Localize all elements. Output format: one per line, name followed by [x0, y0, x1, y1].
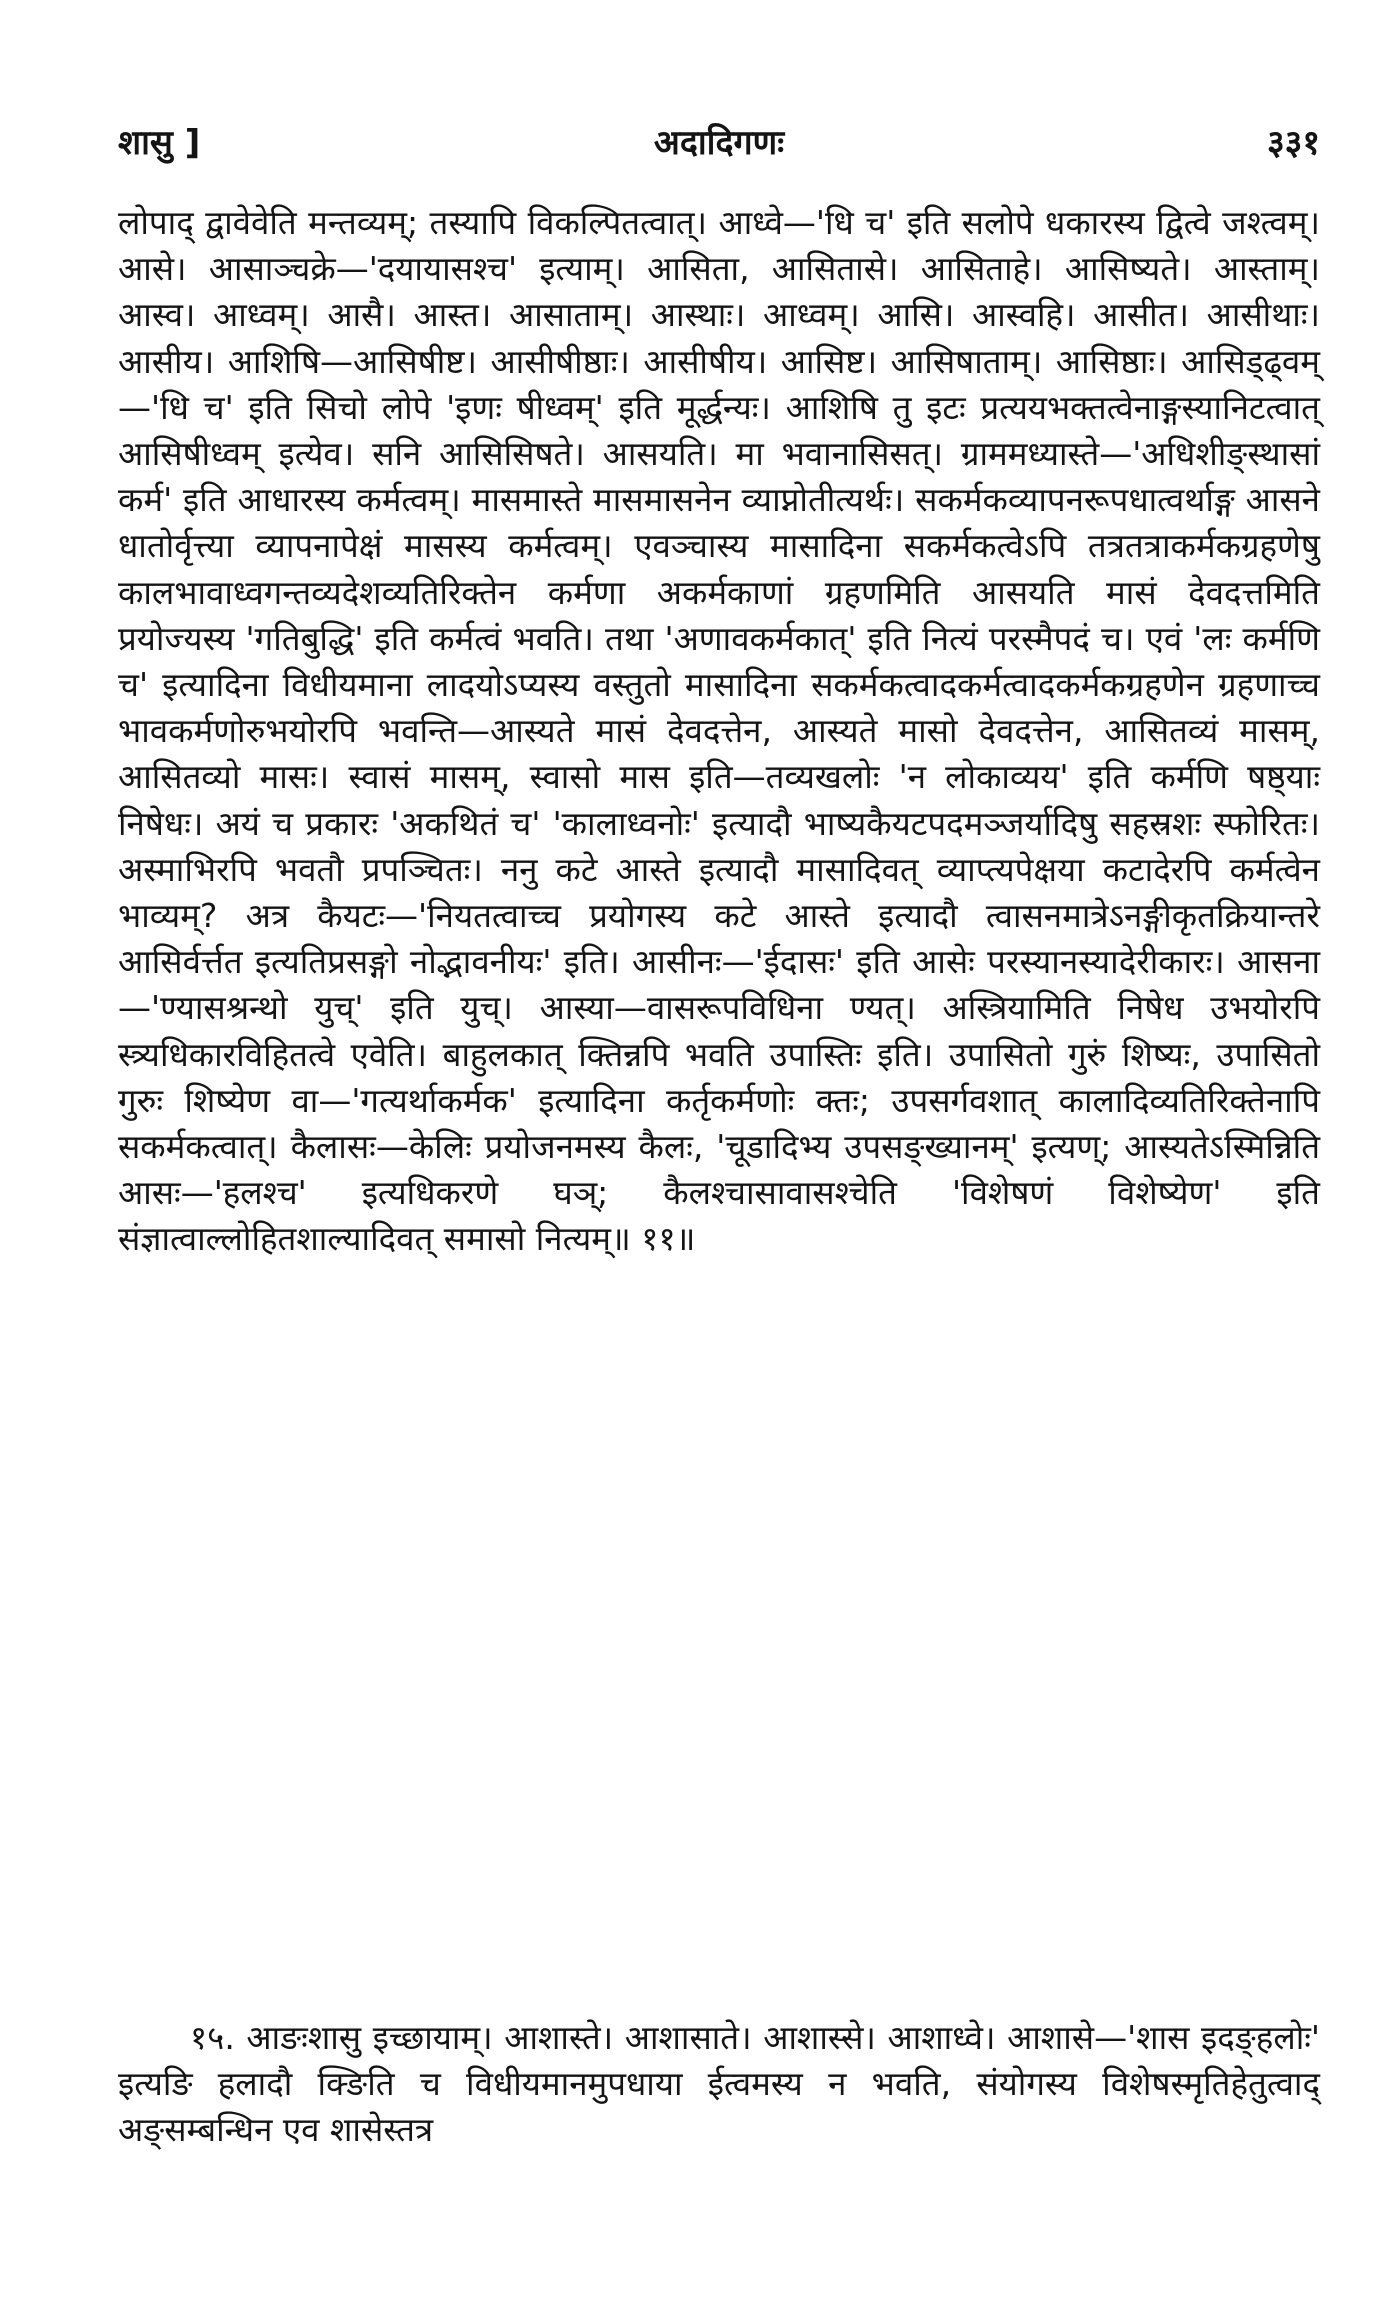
running-header [118, 112, 1320, 172]
body-paragraph-1: लोपाद् द्वावेवेति मन्तव्यम्; तस्यापि विकल्पितत्वात्। आध्वे—'धि च' इति सलोपे धकारस्य द्वित्वे जश्त्वम्। आसे। आसाञ्चक्रे—'दयायासश्च' इत्याम्। आसिता, आसितासे। आसिताहे। आसिष्यते। आस्ताम्। आस्व। आध्वम्। आसै। आस्त। आसाताम्। आस्थाः। आध्वम्। आसि। आस्वहि। आसीत। आसीथाः। आसीय। आशिषि—आसिषीष्ट। आसीषीष्ठाः। आसीषीय। आसिष्ट। आसिषाताम्। आसिष्ठाः। आसिड्ढ्वम्—'धि च' इति सिचो लोपे 'इणः षीध्वम्' इति मूर्द्धन्यः। आशिषि तु इटः प्रत्ययभक्तत्वेनाङ्गस्यानिटत्वात् आसिषीध्वम् इत्येव। सनि आसिसिषते। आसयति। मा भवानासिसत्। ग्राममध्यास्ते—'अधिशीङ्स्थासां कर्म' इति आधारस्य कर्मत्वम्। मासमास्ते मासमासनेन व्याप्नोतीत्यर्थः। सकर्मकव्यापनरूपधात्वर्थाङ्ग आसने धातोर्वृत्त्या व्यापनापेक्षं मासस्य कर्मत्वम्। एवञ्चास्य मासादिना सकर्मकत्वेऽपि तत्रतत्राकर्मकग्रहणेषु कालभावाध्वगन्तव्यदेशव्यतिरिक्तेन कर्मणा अकर्मकाणां ग्रहणमिति आसयति मासं देवदत्तमिति प्रयोज्यस्य 'गतिबुद्धि' इति कर्मत्वं भवति। तथा 'अणावकर्मकात्' इति नित्यं परस्मैपदं च। एवं 'लः कर्मणि च' इत्यादिना विधीयमाना लादयोऽप्यस्य वस्तुतो मासादिना सकर्मकत्वादकर्मत्वादकर्मकग्रहणेन ग्रहणाच्च भावकर्मणोरुभयोरपि भवन्ति—आस्यते मासं देवदत्तेन, आस्यते मासो देवदत्तेन, आसितव्यं मासम्, आसितव्यो मासः। स्वासं मासम्, स्वासो मास इति—तव्यखलोः 'न लोकाव्यय' इति कर्मणि षष्ठ्याः निषेधः। अयं च प्रकारः 'अकथितं च' 'कालाध्वनोः' इत्यादौ भाष्यकैयटपदमञ्जर्यादिषु सहस्रशः स्फोरितः। अस्माभिरपि भवतौ प्रपञ्चितः। ननु कटे आस्ते इत्यादौ मासादिवत् व्याप्त्यपेक्षया कटादेरपि कर्मत्वेन भाव्यम्? अत्र कैयटः—'नियतत्वाच्च प्रयोगस्य कटे आस्ते इत्यादौ त्वासनमात्रेऽनङ्गीकृतक्रियान्तरे आसिर्वर्त्तत इत्यतिप्रसङ्गो नोद्भावनीयः' इति। आसीनः—'ईदासः' इति आसेः परस्यानस्यादेरीकारः। आसना—'ण्यासश्रन्थो युच्' इति युच्। आस्या—वासरूपविधिना ण्यत्। अस्त्रियामिति निषेध उभयोरपि स्त्र्यधिकारविहितत्वे एवेति। बाहुलकात् क्तिन्नपि भवति उपास्तिः इति। उपासितो गुरुं शिष्यः, उपासितो गुरुः शिष्येण वा—'गत्यर्थाकर्मक' इत्यादिना कर्तृकर्मणोः क्तः; उपसर्गवशात् कालादिव्यतिरिक्तेनापि सकर्मकत्वात्। कैलासः—केलिः प्रयोजनमस्य कैलः, 'चूडादिभ्य उपसङ्ख्यानम्' इत्यण्; आस्यतेऽस्मिन्निति आसः—'हलश्च' इत्यधिकरणे घञ्; कैलश्चासावासश्चेति 'विशेषणं विशेष्येण' इति संज्ञात्वाल्लोहितशाल्यादिवत् समासो नित्यम्॥ ११॥ [118, 203, 1320, 1259]
chapter-title: अदादिगणः [653, 123, 785, 163]
page-number: ३३१ [1266, 123, 1320, 163]
body-paragraph-2: १५. आङःशासु इच्छायाम्। आशास्ते। आशासाते। आशास्से। आशाध्वे। आशासे—'शास इदङ्हलोः' इत्यङि हलादौ क्ङिति च विधीयमानमुपधाया ईत्वमस्य न भवति, संयोगस्य विशेषस्मृतिहेतुत्वाद् अङ्सम्बन्धिन एव शासेस्तत्र [118, 2018, 1320, 2150]
section-reference: शासु ] [118, 123, 201, 163]
